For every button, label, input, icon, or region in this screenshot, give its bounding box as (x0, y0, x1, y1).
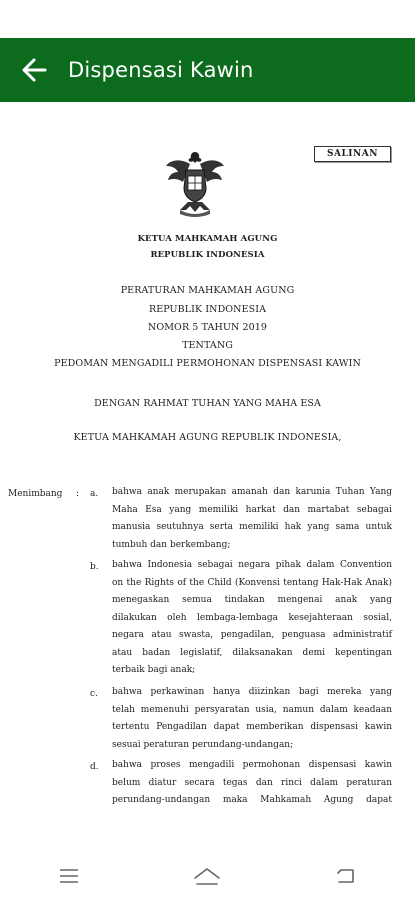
regulation-line-4: TENTANG (182, 340, 233, 351)
menu-icon[interactable] (49, 861, 89, 891)
menimbang-colon: : (76, 489, 80, 499)
point-letter-d: d. (90, 762, 99, 772)
point-b-line: menegaskan semua tindakan mengenai anak yang (112, 595, 392, 605)
arrow-left-icon[interactable] (16, 52, 52, 88)
point-a-line: tumbuh dan berkembang; (112, 539, 231, 550)
point-c-line: bahwa perkawinan hanya diizinkan bagi mereka yang (112, 687, 392, 697)
point-letter-c: c. (90, 689, 98, 699)
menimbang-label: Menimbang (8, 489, 63, 499)
app-bar (0, 38, 415, 102)
point-text-d (112, 757, 392, 810)
point-b-line: atau badan legislatif, dilaksanakan demi kepentingan (112, 647, 392, 658)
issuer-line: KETUA MAHKAMAH AGUNG REPUBLIK INDONESIA, (73, 432, 342, 443)
point-text-c (112, 684, 392, 754)
regulation-line-2: REPUBLIK INDONESIA (148, 304, 267, 315)
point-b-line: on the Rights of the Child (Konvensi tentang Hak-Hak Anak) (112, 577, 392, 588)
home-icon[interactable] (187, 861, 227, 891)
point-text-a (112, 484, 392, 554)
point-b-line: dilakukan oleh lembaga-lembaga kesejahteraan sosial, (112, 612, 392, 623)
point-b-line: terbaik bagi anak; (112, 665, 196, 675)
point-d-line: perundang-undangan maka Mahkamah Agung dapat (112, 795, 392, 805)
point-letter-b: b. (90, 562, 99, 572)
regulation-line-3: NOMOR 5 TAHUN 2019 (147, 322, 268, 333)
back-icon[interactable] (326, 861, 366, 891)
point-c-line: sesuai peraturan perundang-undangan; (112, 739, 294, 750)
point-d-line: bahwa proses mengadili permohonan dispensasi kawin (112, 760, 392, 770)
point-b-line: negara atau swasta, pengadilan, penguasa administratif (112, 630, 392, 640)
point-b-line: bahwa Indonesia sebagai negara pihak dalam Convention (112, 560, 392, 570)
header-line-2: REPUBLIK INDONESIA (150, 250, 265, 260)
app-title: Dispensasi Kawin (68, 58, 254, 82)
regulation-line-1: PERATURAN MAHKAMAH AGUNG (120, 285, 295, 296)
salinan-stamp: SALINAN (314, 146, 391, 162)
garuda-emblem-icon (166, 148, 224, 218)
status-bar (0, 0, 415, 38)
point-a-line: Maha Esa yang memiliki harkat dan martabat sebagai (112, 504, 392, 515)
point-a-line: manusia seutuhnya serta memiliki hak yang sama untuk (112, 522, 392, 532)
point-a-line: bahwa anak merupakan amanah dan karunia Tuhan Yang (112, 487, 392, 497)
system-nav-bar (0, 852, 415, 900)
point-letter-a: a. (90, 489, 99, 499)
point-d-line: belum diatur secara tegas dan rinci dalam peraturan (112, 777, 392, 788)
header-line-1: KETUA MAHKAMAH AGUNG (137, 234, 278, 244)
regulation-line-5: PEDOMAN MENGADILI PERMOHONAN DISPENSASI KAWIN (54, 358, 361, 369)
point-c-line: tertentu Pengadilan dapat memberikan dispensasi kawin (112, 722, 392, 732)
point-c-line: telah memenuhi persyaratan usia, namun dalam keadaan (112, 704, 392, 715)
point-text-b (112, 557, 392, 680)
blessing-line: DENGAN RAHMAT TUHAN YANG MAHA ESA (94, 398, 321, 409)
